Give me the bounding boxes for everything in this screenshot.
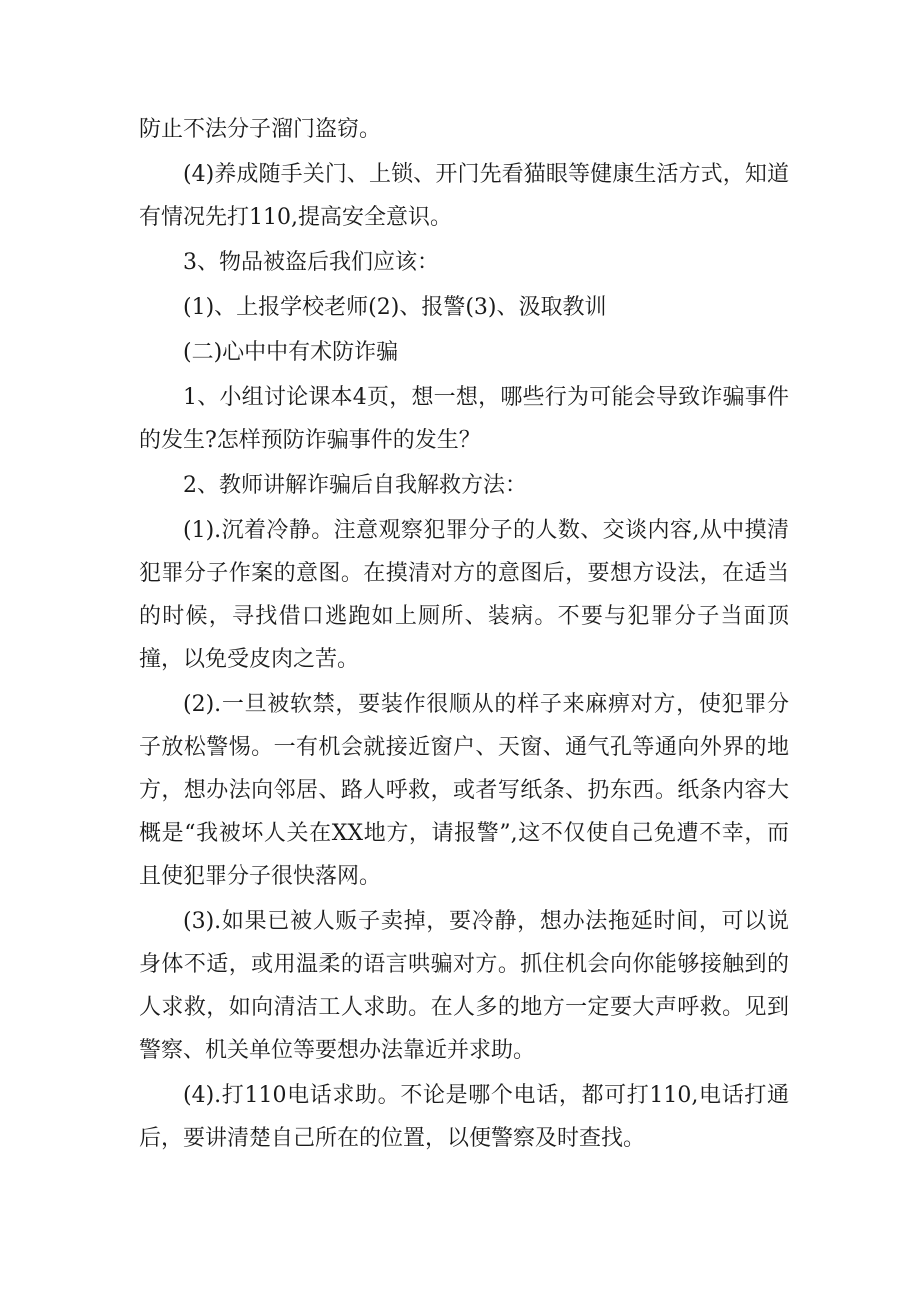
paragraph-method-4: (4).打110电话求助。不论是哪个电话，都可打110,电话打通后，要讲清楚自己所在的位置，以便警察及时查找。 bbox=[139, 1083, 789, 1151]
section-heading-fraud: (二)心中中有术防诈骗 bbox=[183, 340, 399, 365]
paragraph-group-discussion: 1、小组讨论课本4页，想一想，哪些行为可能会导致诈骗事件的发生?怎样预防诈骗事件的发生？ bbox=[139, 385, 789, 453]
paragraph-teacher-explains: 2、教师讲解诈骗后自我解救方法： bbox=[183, 473, 527, 498]
paragraph-item-4-habits: (4)养成随手关门、上锁、开门先看猫眼等健康生活方式，知道有情况先打110,提高安全意识。 bbox=[139, 162, 789, 230]
paragraph-method-1: (1).沉着冷静。注意观察犯罪分子的人数、交谈内容,从中摸清犯罪分子作案的意图。在摸清对方的意图后，要想方设法，在适当的时候，寻找借口逃跑如上厕所、装病。不要与犯罪分子当面顶撞，以免受皮肉之苦。 bbox=[139, 518, 789, 672]
document-body bbox=[139, 108, 789, 1162]
paragraph-method-2: (2).一旦被软禁，要装作很顺从的样子来麻痹对方，使犯罪分子放松警惕。一有机会就接近窗户、天窗、通气孔等通向外界的地方，想办法向邻居、路人呼救，或者写纸条、扔东西。纸条内容大概是“我被坏人关在XX地方，请报警”,这不仅使自己免遭不幸，而且使犯罪分子很快落网。 bbox=[139, 692, 789, 889]
paragraph-after-theft-steps: (1)、上报学校老师(2)、报警(3)、汲取教训 bbox=[183, 295, 607, 320]
paragraph-continuation: 防止不法分子溜门盗窃。 bbox=[139, 117, 382, 142]
paragraph-method-3: (3).如果已被人贩子卖掉，要冷静，想办法拖延时间，可以说身体不适，或用温柔的语言哄骗对方。抓住机会向你能够接触到的人求救，如向清洁工人求助。在人多的地方一定要大声呼救。见到警察、机关单位等要想办法靠近并求助。 bbox=[139, 909, 789, 1063]
paragraph-after-theft-heading: 3、物品被盗后我们应该： bbox=[183, 250, 439, 275]
